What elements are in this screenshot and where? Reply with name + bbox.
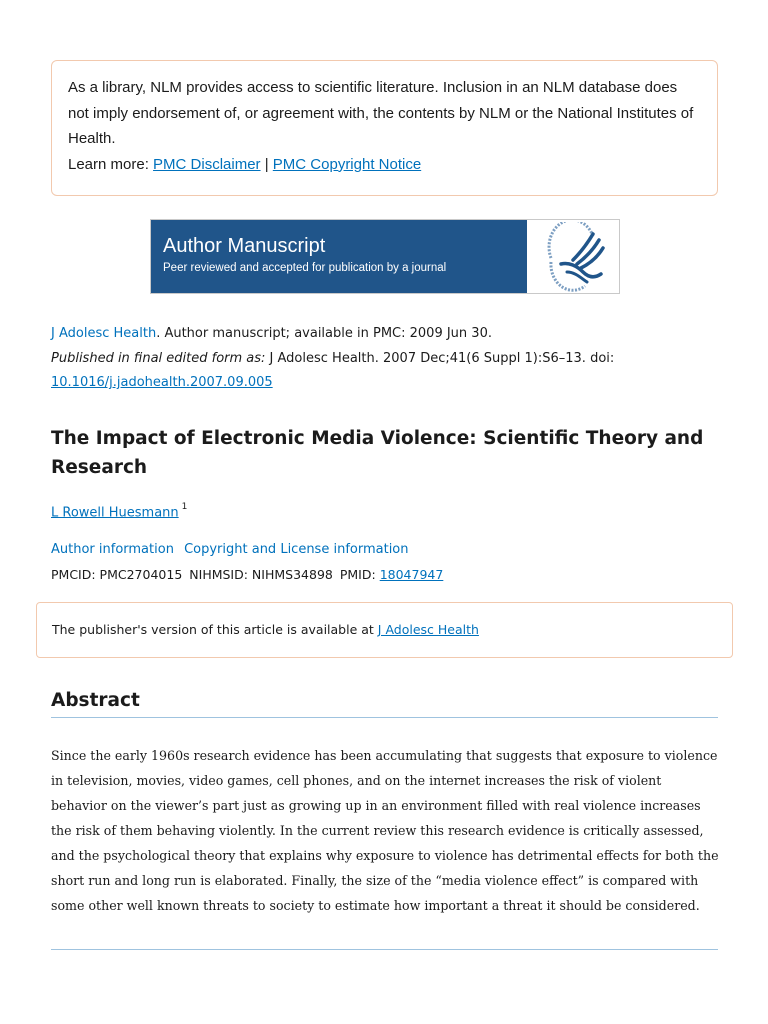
notice-line-3: Health. [68, 130, 116, 147]
link-separator: | [260, 155, 273, 173]
hhs-eagle-seal-icon [527, 220, 619, 293]
article-identifiers [51, 564, 443, 586]
notice-learn-more [68, 152, 701, 178]
banner-text-panel [151, 220, 527, 293]
banner-title: Author Manuscript [163, 235, 326, 257]
published-reference: J Adolesc Health. 2007 Dec;41(6 Suppl 1):S6–13. doi: [265, 350, 615, 366]
abstract-heading: Abstract [51, 688, 718, 718]
published-label: Published in final edited form as: [51, 350, 266, 366]
nlm-notice-box [51, 60, 718, 196]
journal-link[interactable]: J Adolesc Health [51, 326, 157, 341]
section-divider [51, 949, 718, 950]
author-manuscript-banner [150, 219, 620, 294]
author-information-link[interactable]: Author information [51, 542, 174, 557]
author-affiliation-sup: 1 [181, 502, 188, 512]
citation-line-3 [51, 371, 741, 396]
citation-line-1 [51, 322, 741, 347]
author-list [51, 498, 187, 524]
nihmsid: NIHMSID: NIHMS34898 [189, 567, 333, 582]
learn-more-label: Learn more: [68, 155, 154, 173]
publisher-version-text: The publisher's version of this article is available at [52, 622, 378, 637]
info-links [51, 539, 415, 561]
citation-line-2 [51, 347, 741, 372]
copyright-license-link[interactable]: Copyright and License information [184, 542, 409, 557]
article-title: The Impact of Electronic Media Violence: Scientific Theory and Research [51, 428, 704, 478]
pmid-link[interactable]: 18047947 [379, 567, 444, 582]
doi-link[interactable]: 10.1016/j.jadohealth.2007.09.005 [51, 375, 273, 390]
pmcid: PMCID: PMC2704015 [51, 567, 183, 582]
abstract-body: Since the early 1960s research evidence has been accumulating that suggests that exposure to violence in television, movies, video games, cell phones, and on the internet increases the risk of violent behavior on the viewer’s part just as growing up in an environment filled with real violence increases the risk of them behaving violently. In the current review this research evidence is critically assessed, and the psychological theory that explains why exposure to violence has detrimental effects for both the short run and long run is elaborated. Finally, the size of the “media violence effect” is compared with some other well known threats to society to estimate how important a threat it should be considered. [51, 748, 719, 913]
pmc-copyright-notice-link[interactable]: PMC Copyright Notice [272, 155, 422, 173]
availability-text: . Author manuscript; available in PMC: 2009 Jun 30. [156, 326, 492, 341]
pmid-label: PMID: [339, 567, 380, 582]
notice-line-2: not imply endorsement of, or agreement with, the contents by NLM or the National Institutes of [68, 104, 694, 122]
notice-line-1: As a library, NLM provides access to scientific literature. Inclusion in an NLM database does [68, 79, 678, 96]
author-link[interactable]: L Rowell Huesmann [51, 505, 179, 521]
citation-block [51, 322, 741, 396]
publisher-version-box [36, 602, 733, 658]
pmc-disclaimer-link[interactable]: PMC Disclaimer [153, 155, 261, 173]
publisher-version-link[interactable]: J Adolesc Health [377, 622, 479, 637]
banner-subtitle: Peer reviewed and accepted for publication by a journal [163, 262, 447, 274]
